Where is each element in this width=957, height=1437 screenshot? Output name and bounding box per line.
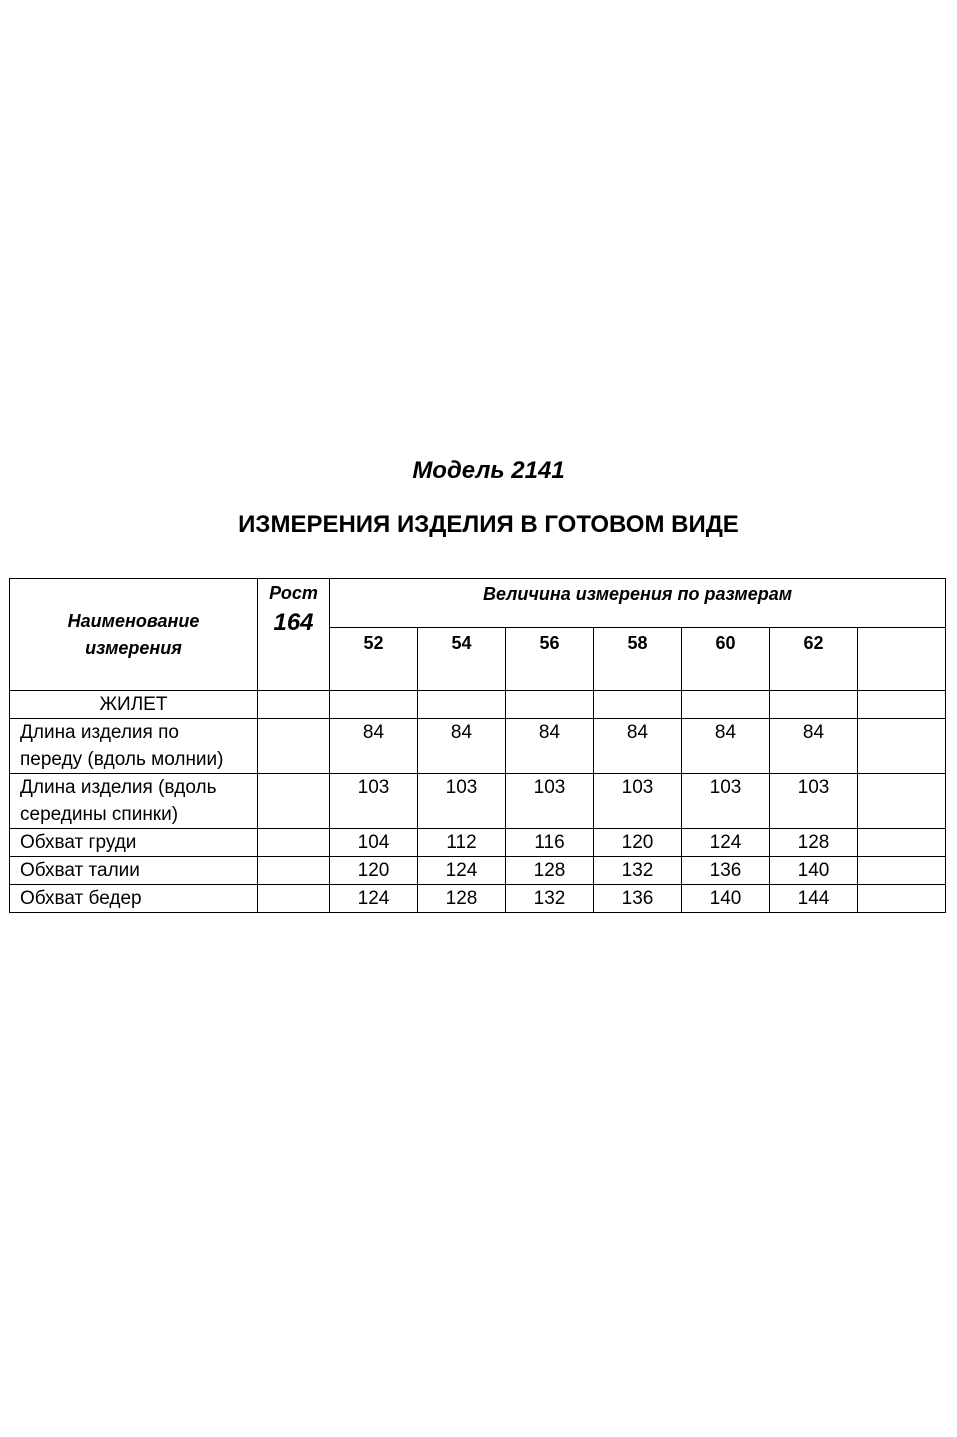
header-row-1	[10, 579, 946, 628]
empty-cell	[506, 691, 594, 719]
value-cell: 84	[418, 719, 506, 774]
value-cell: 84	[770, 719, 858, 774]
value-cell: 128	[506, 857, 594, 885]
row-label-line2: переду (вдоль молнии)	[20, 749, 224, 770]
value-cell: 124	[418, 857, 506, 885]
row-label: Обхват талии	[10, 857, 258, 885]
value-cell: 136	[594, 885, 682, 913]
table-row	[10, 719, 946, 774]
height-header	[258, 579, 330, 691]
value-cell: 103	[770, 774, 858, 829]
row-label: Обхват груди	[10, 829, 258, 857]
size-header-cell: 52	[330, 628, 418, 691]
height-cell	[258, 857, 330, 885]
size-header-cell: 54	[418, 628, 506, 691]
measurement-name-header	[10, 579, 258, 691]
row-label-line2: середины спинки)	[20, 804, 179, 825]
table-row	[10, 829, 946, 857]
table-row	[10, 774, 946, 829]
row-label	[10, 719, 258, 774]
value-cell: 84	[594, 719, 682, 774]
measurement-name-header-line1: Наименование	[67, 610, 200, 631]
empty-cell	[418, 691, 506, 719]
value-cell: 84	[506, 719, 594, 774]
value-cell: 124	[330, 885, 418, 913]
value-cell: 124	[682, 829, 770, 857]
height-cell	[258, 719, 330, 774]
size-header-cell: 58	[594, 628, 682, 691]
height-cell	[258, 829, 330, 857]
empty-cell	[258, 691, 330, 719]
value-cell: 84	[330, 719, 418, 774]
value-cell: 103	[330, 774, 418, 829]
row-label-line1: Длина изделия (вдоль	[20, 777, 217, 798]
value-cell	[858, 829, 946, 857]
table-row	[10, 857, 946, 885]
empty-cell	[770, 691, 858, 719]
value-cell: 140	[770, 857, 858, 885]
value-cell: 120	[594, 829, 682, 857]
height-label: Рост	[269, 583, 318, 603]
value-cell: 84	[682, 719, 770, 774]
table-row	[10, 885, 946, 913]
value-cell: 132	[506, 885, 594, 913]
section-row	[10, 691, 946, 719]
value-cell: 103	[506, 774, 594, 829]
size-group-header: Величина измерения по размерам	[330, 579, 946, 628]
size-header-cell: 62	[770, 628, 858, 691]
value-cell: 103	[682, 774, 770, 829]
value-cell: 132	[594, 857, 682, 885]
value-cell	[858, 774, 946, 829]
empty-cell	[682, 691, 770, 719]
measurement-name-header-line2: измерения	[85, 637, 182, 658]
size-header-cell	[858, 628, 946, 691]
value-cell: 103	[418, 774, 506, 829]
section-label: ЖИЛЕТ	[10, 691, 258, 719]
model-title: Модель 2141	[412, 457, 565, 484]
value-cell	[858, 857, 946, 885]
size-header-cell: 56	[506, 628, 594, 691]
height-cell	[258, 885, 330, 913]
empty-cell	[594, 691, 682, 719]
value-cell: 120	[330, 857, 418, 885]
empty-cell	[858, 691, 946, 719]
height-cell	[258, 774, 330, 829]
value-cell: 144	[770, 885, 858, 913]
value-cell: 128	[418, 885, 506, 913]
value-cell: 103	[594, 774, 682, 829]
height-value: 164	[273, 609, 314, 636]
value-cell: 104	[330, 829, 418, 857]
value-cell	[858, 885, 946, 913]
value-cell	[858, 719, 946, 774]
empty-cell	[330, 691, 418, 719]
size-header-cell: 60	[682, 628, 770, 691]
document-title: ИЗМЕРЕНИЯ ИЗДЕЛИЯ В ГОТОВОМ ВИДЕ	[238, 511, 739, 538]
value-cell: 140	[682, 885, 770, 913]
value-cell: 116	[506, 829, 594, 857]
measurements-table	[9, 578, 946, 913]
row-label	[10, 774, 258, 829]
value-cell: 128	[770, 829, 858, 857]
value-cell: 112	[418, 829, 506, 857]
row-label: Обхват бедер	[10, 885, 258, 913]
row-label-line1: Длина изделия по	[20, 722, 179, 743]
value-cell: 136	[682, 857, 770, 885]
